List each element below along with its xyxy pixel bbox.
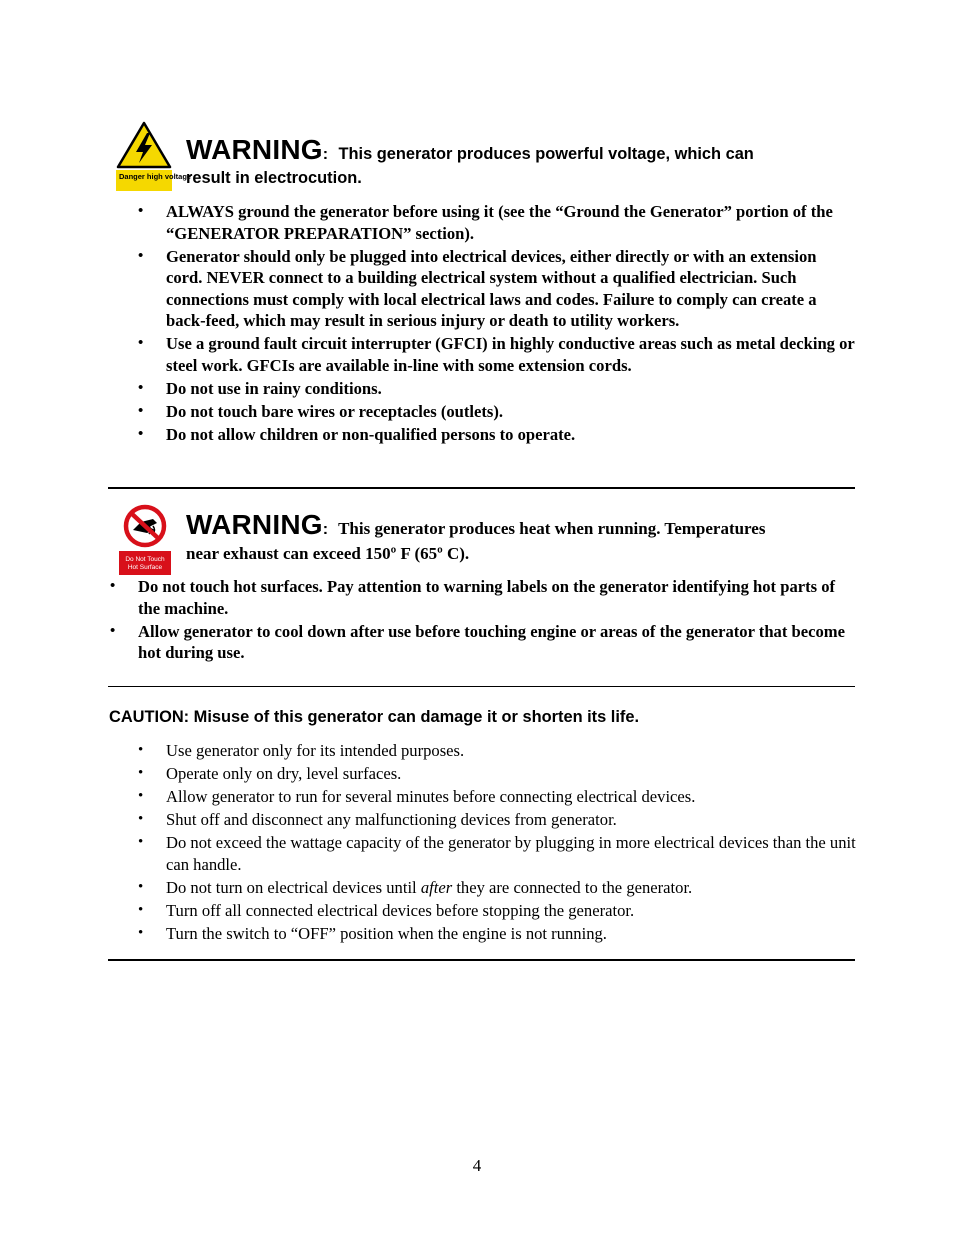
warning-heat-title: WARNING: This generator produces heat when running. Temperatures: [186, 509, 766, 540]
list-item: [138, 378, 856, 400]
list-item-text: Do not exceed the wattage capacity of the generator by plugging in more electrical devices than the unit can handle.: [166, 833, 856, 874]
bullet-icon: •: [138, 742, 144, 758]
list-item: [138, 740, 856, 762]
warning-electric-message-cont: result in electrocution.: [186, 169, 362, 187]
list-item: [138, 809, 856, 831]
list-item: [110, 621, 853, 664]
list-item-text: Generator should only be plugged into electrical devices, either directly or with an extension cord. NEVER connect to a building electrical system without a qualified electrician. Such connections must comply with local electrical laws and codes. Failure to comply can create a back-feed, which may result in serious injury or death to utility workers.: [166, 246, 817, 331]
list-item: [138, 201, 856, 244]
bullet-icon: •: [138, 788, 144, 805]
list-item-text: Do not use in rainy conditions.: [166, 378, 382, 398]
bullet-icon: •: [138, 203, 144, 219]
warning-electric-title: WARNING: This generator produces powerful voltage, which can: [186, 134, 754, 165]
bullet-icon: •: [110, 578, 116, 594]
bullet-icon: •: [138, 925, 144, 942]
list-item-text: Allow generator to cool down after use before touching engine or areas of the generator that become hot during use.: [138, 621, 845, 663]
warning-electric-list: [138, 201, 856, 447]
list-item: [138, 923, 856, 945]
list-item: [138, 424, 856, 446]
warning-label: WARNING: [186, 509, 323, 540]
page-number: 4: [472, 1156, 482, 1175]
list-item-text: Do not touch hot surfaces. Pay attention to warning labels on the generator identifying hot parts of the machine.: [138, 577, 836, 618]
high-voltage-label: Danger high voltage: [119, 172, 192, 181]
list-item: [138, 832, 856, 875]
bullet-icon: •: [138, 811, 144, 828]
danger-high-voltage-icon: [116, 121, 192, 191]
bullet-icon: •: [138, 834, 144, 851]
list-item: [138, 333, 856, 376]
list-item-text: Operate only on dry, level surfaces.: [166, 764, 402, 784]
bullet-icon: •: [110, 622, 116, 639]
list-item-text: Turn off all connected electrical devices before stopping the generator.: [166, 901, 635, 921]
list-item: [138, 401, 856, 423]
list-item: [138, 786, 856, 808]
bullet-icon: •: [138, 247, 144, 264]
warning-label: WARNING: [186, 134, 323, 165]
bullet-icon: •: [138, 379, 144, 396]
section-divider: [108, 487, 855, 489]
bullet-icon: •: [138, 902, 144, 919]
list-item: [138, 877, 856, 899]
list-item-text: ALWAYS ground the generator before using it (see the “Ground the Generator” portion of the “GENERATOR PREPARATION” section).: [166, 202, 833, 243]
list-item-text: Allow generator to run for several minutes before connecting electrical devices.: [166, 787, 696, 807]
warning-heat-message-cont: near exhaust can exceed 150º F (65º C).: [186, 544, 470, 563]
list-item: [138, 900, 856, 922]
hot-surface-label-line1: Do Not Touch: [125, 556, 165, 563]
list-item-text: Do not touch bare wires or receptacles (outlets).: [166, 401, 504, 421]
caution-heading: CAUTION: Misuse of this generator can damage it or shorten its life.: [109, 708, 640, 726]
warning-electric-message: This generator produces powerful voltage, which can: [338, 145, 754, 163]
list-item-text: Shut off and disconnect any malfunctioning devices from generator.: [166, 810, 617, 830]
bullet-icon: •: [138, 765, 144, 782]
section-divider: [108, 686, 855, 687]
bullet-icon: •: [138, 402, 144, 419]
do-not-touch-hot-surface-icon: [119, 503, 171, 575]
warning-heat-list: [110, 576, 853, 665]
hot-surface-label-line2: Hot Surface: [127, 564, 163, 571]
list-item: [138, 246, 856, 332]
bullet-icon: •: [138, 425, 144, 442]
list-item: [138, 763, 856, 785]
list-item-text: Do not allow children or non-qualified persons to operate.: [166, 424, 576, 444]
list-item-text: Use a ground fault circuit interrupter (GFCI) in highly conductive areas such as metal decking or steel work. GFCIs are available in-line with some extension cords.: [166, 334, 855, 375]
list-item-text: Turn the switch to “OFF” position when the engine is not running.: [166, 924, 607, 944]
list-item: [110, 576, 853, 619]
list-item-text: Do not turn on electrical devices until after they are connected to the generator.: [166, 877, 693, 897]
emphasis-after: after: [420, 877, 453, 897]
caution-list: [138, 740, 856, 946]
bullet-icon: •: [138, 335, 144, 352]
warning-heat-message: This generator produces heat when running. Temperatures: [338, 519, 766, 538]
section-divider: [108, 959, 855, 961]
bullet-icon: •: [138, 878, 144, 895]
list-item-text: Use generator only for its intended purposes.: [166, 741, 465, 760]
